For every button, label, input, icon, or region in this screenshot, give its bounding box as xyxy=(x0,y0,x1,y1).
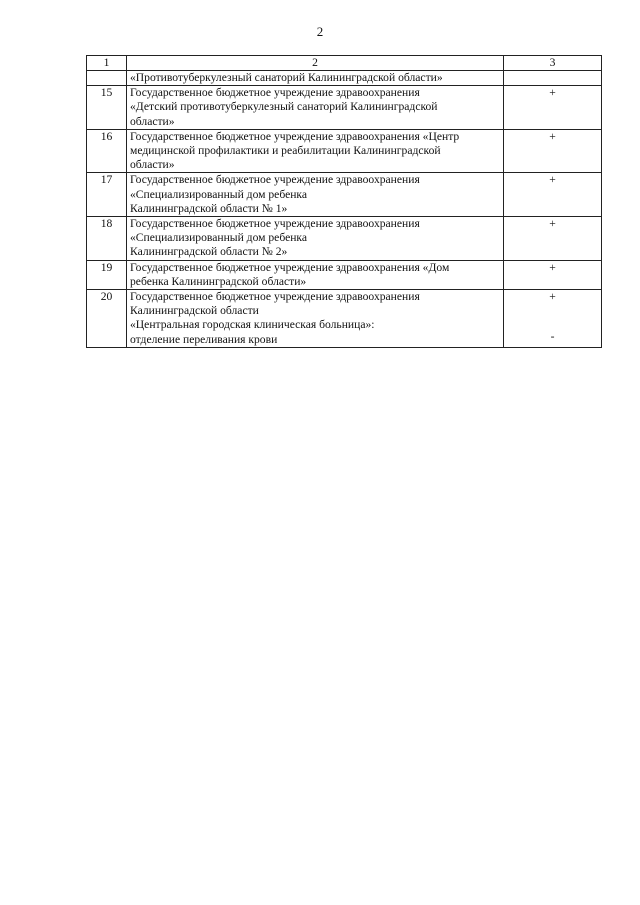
mark-value: + xyxy=(549,217,556,231)
institution-name: Государственное бюджетное учреждение здравоохранения Калининградской области «Центральная городская клиническая больница»: отделение переливания крови xyxy=(127,290,504,348)
institution-name: «Противотуберкулезный санаторий Калининградской области» xyxy=(127,71,504,86)
institution-name: Государственное бюджетное учреждение здравоохранения «Специализированный дом ребенка Калининградской области № 2» xyxy=(127,217,504,261)
institution-name: Государственное бюджетное учреждение здравоохранения «Специализированный дом ребенка Калининградской области № 1» xyxy=(127,173,504,217)
institution-name: Государственное бюджетное учреждение здравоохранения «Детский противотуберкулезный санаторий Калининградской области» xyxy=(127,86,504,130)
mark-cell xyxy=(504,260,602,289)
header-col-1: 1 xyxy=(87,56,127,71)
mark-value: + xyxy=(549,290,556,304)
institutions-table xyxy=(86,55,602,348)
header-col-2: 2 xyxy=(127,56,504,71)
table-row xyxy=(87,290,602,348)
mark-value: + xyxy=(549,260,556,274)
mark-value: + xyxy=(549,86,556,100)
page-number: 2 xyxy=(316,24,324,39)
header-row xyxy=(87,56,602,71)
table-row xyxy=(87,129,602,173)
mark-cell xyxy=(504,71,602,86)
mark-value: + xyxy=(549,129,556,143)
row-number: 15 xyxy=(87,86,127,130)
mark-cell xyxy=(504,129,602,173)
table-row xyxy=(87,217,602,261)
table-row xyxy=(87,71,602,86)
mark-value-secondary: - xyxy=(550,330,555,344)
table-row xyxy=(87,260,602,289)
header-col-3: 3 xyxy=(504,56,602,71)
row-number: 17 xyxy=(87,173,127,217)
row-number xyxy=(87,71,127,86)
row-number: 16 xyxy=(87,129,127,173)
mark-cell xyxy=(504,217,602,261)
mark-value: + xyxy=(549,173,556,187)
institution-name: Государственное бюджетное учреждение здравоохранения «Дом ребенка Калининградской области» xyxy=(127,260,504,289)
institution-name: Государственное бюджетное учреждение здравоохранения «Центр медицинской профилактики и реабилитации Калининградской области» xyxy=(127,129,504,173)
table-row xyxy=(87,86,602,130)
mark-cell xyxy=(504,290,602,348)
table-row xyxy=(87,173,602,217)
row-number: 19 xyxy=(87,260,127,289)
row-number: 20 xyxy=(87,290,127,348)
mark-cell xyxy=(504,86,602,130)
row-number: 18 xyxy=(87,217,127,261)
mark-cell xyxy=(504,173,602,217)
